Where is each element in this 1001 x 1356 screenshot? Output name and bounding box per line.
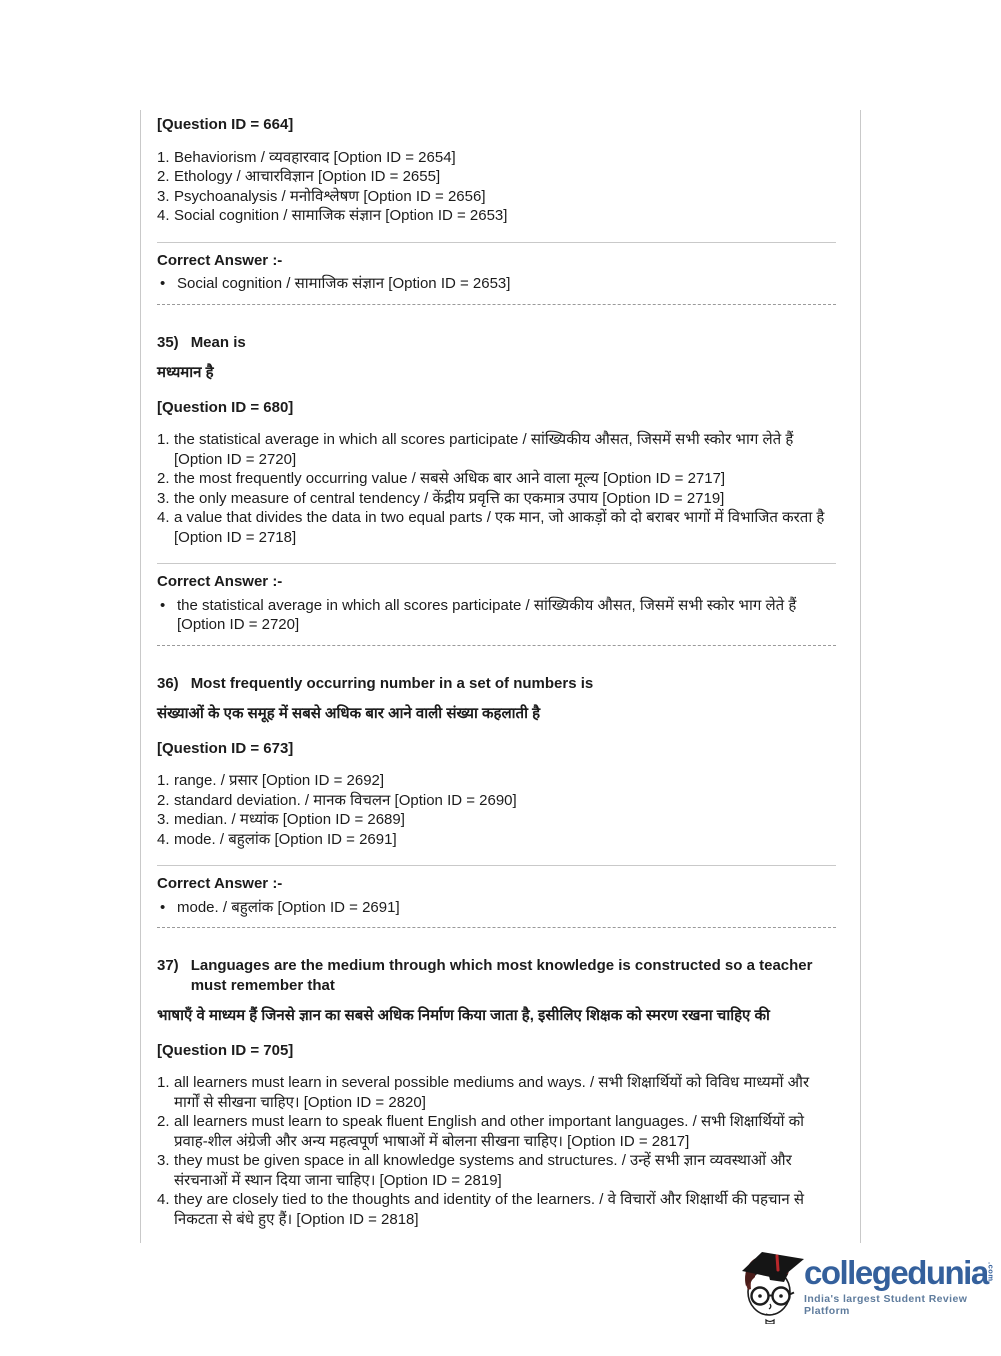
question-number: 37)	[157, 957, 179, 974]
correct-answer-heading: Correct Answer :-	[157, 251, 283, 269]
option-item	[157, 469, 836, 489]
correct-answer-heading: Correct Answer :-	[157, 875, 283, 892]
question-id-label: [Question ID = 705]	[157, 1041, 294, 1059]
options-list	[157, 771, 836, 849]
option-text: Psychoanalysis / मनोविश्लेषण [Option ID = 2656]	[174, 187, 486, 205]
option-number: 2.	[157, 791, 170, 809]
collegedunia-logo	[738, 1246, 996, 1326]
option-number: 2.	[157, 1113, 170, 1130]
question-id-label: [Question ID = 664]	[157, 116, 294, 133]
correct-answer-box	[157, 563, 836, 646]
logo-tagline: India's largest Student Review Platform	[804, 1293, 968, 1317]
correct-answer-text: mode. / बहुलांक [Option ID = 2691]	[177, 898, 400, 916]
options-list	[157, 148, 836, 226]
option-text: all learners must learn to speak fluent English and other important languages. / सभी शिक्षार्थियों को प्रवाह-शील अंग्रेजी और अन्य महत्वपूर्ण भाषाओं में बोलना सीखना चाहिए। [Option ID = 2817]	[174, 1113, 805, 1150]
option-number: 4.	[157, 207, 170, 224]
option-text: Behaviorism / व्यवहारवाद [Option ID = 2654]	[174, 148, 456, 166]
option-number: 1.	[157, 772, 170, 789]
option-item	[157, 489, 836, 509]
option-number: 2.	[157, 168, 170, 185]
option-item	[157, 791, 836, 811]
question-id-label: [Question ID = 673]	[157, 739, 294, 757]
bullet-icon: •	[160, 275, 166, 292]
option-item	[157, 148, 836, 168]
option-item	[157, 771, 836, 791]
option-text: median. / मध्यांक [Option ID = 2689]	[174, 811, 405, 828]
correct-answer-box	[157, 242, 836, 305]
option-text: mode. / बहुलांक [Option ID = 2691]	[174, 830, 397, 848]
option-item	[157, 1190, 836, 1229]
correct-answer-heading: Correct Answer :-	[157, 573, 283, 590]
correct-answer-text: Social cognition / सामाजिक संज्ञान [Option ID = 2653]	[177, 275, 511, 292]
correct-answer-item	[157, 898, 836, 918]
option-number: 1.	[157, 1074, 170, 1091]
question-text-hi: भाषाएँ वे माध्यम हैं जिनसे ज्ञान का सबसे अधिक निर्माण किया जाता है, इसीलिए शिक्षक को स्मरण रखना चाहिए की	[157, 1007, 770, 1024]
option-item	[157, 167, 836, 187]
question-block	[157, 115, 836, 305]
question-paper-content	[140, 110, 861, 1243]
option-text: Social cognition / सामाजिक संज्ञान [Option ID = 2653]	[174, 207, 508, 224]
bullet-icon: •	[160, 898, 166, 916]
question-text-en: Mean is	[190, 333, 246, 351]
question-number: 35)	[157, 333, 179, 351]
option-text: standard deviation. / मानक विचलन [Option ID = 2690]	[174, 791, 517, 809]
options-list	[157, 430, 836, 547]
option-number: 3.	[157, 1152, 170, 1169]
logo-text	[804, 1246, 995, 1317]
option-text: the only measure of central tendency / केंद्रीय प्रवृत्ति का एकमात्र उपाय [Option ID = 2719]	[174, 489, 725, 507]
option-text: a value that divides the data in two equal parts / एक मान, जो आकड़ों को दो बराबर भागों में विभाजित करता है [Option ID = 2718]	[174, 509, 825, 546]
question-block	[157, 674, 836, 929]
option-number: 3.	[157, 811, 170, 828]
question-text-en: Languages are the medium through which most knowledge is constructed so a teacher must remember that	[190, 957, 813, 994]
option-number: 3.	[157, 489, 170, 507]
option-text: Ethology / आचारविज्ञान [Option ID = 2655]	[174, 168, 441, 185]
option-item	[157, 1073, 836, 1112]
option-number: 4.	[157, 830, 170, 848]
bullet-icon: •	[160, 596, 166, 614]
question-heading	[157, 333, 836, 353]
question-block	[157, 956, 836, 1229]
correct-answer-item	[157, 596, 836, 635]
correct-answer-text: the statistical average in which all scores participate / सांख्यिकीय औसत, जिसमें सभी स्कोर भाग लेते हैं [Option ID = 2720]	[177, 596, 797, 633]
option-item	[157, 187, 836, 207]
question-id-label: [Question ID = 680]	[157, 398, 294, 416]
option-item	[157, 1151, 836, 1190]
option-item	[157, 206, 836, 226]
question-text-hi: मध्यमान है	[157, 364, 214, 381]
question-heading	[157, 674, 836, 694]
option-number: 4.	[157, 1191, 170, 1208]
question-heading	[157, 956, 836, 995]
option-text: range. / प्रसार [Option ID = 2692]	[174, 772, 385, 789]
logo-wordmark: collegedunia	[804, 1254, 988, 1291]
option-number: 3.	[157, 187, 170, 205]
option-text: they must be given space in all knowledge systems and structures. / उन्हें सभी ज्ञान व्यवस्थाओं और संरचनाओं में स्थान दिया जाना चाहिए। [Option ID = 2819]	[174, 1152, 792, 1189]
correct-answer-item	[157, 274, 836, 294]
question-text-hi: संख्याओं के एक समूह में सबसे अधिक बार आने वाली संख्या कहलाती है	[157, 705, 541, 722]
options-list	[157, 1073, 836, 1229]
option-number: 2.	[157, 470, 170, 487]
option-item	[157, 830, 836, 850]
option-text: they are closely tied to the thoughts and identity of the learners. / वे विचारों और शिक्षार्थी की पहचान से निकटता से बंधे हुए हैं। [Option ID = 2818]	[174, 1191, 805, 1228]
option-number: 4.	[157, 509, 170, 526]
option-item	[157, 1112, 836, 1151]
option-text: the most frequently occurring value / सबसे अधिक बार आने वाला मूल्य [Option ID = 2717]	[174, 470, 726, 487]
option-item	[157, 430, 836, 469]
question-block	[157, 333, 836, 646]
option-number: 1.	[157, 148, 170, 166]
option-text: all learners must learn in several possible mediums and ways. / सभी शिक्षार्थियों को विविध माध्यमों और मार्गों से सीखना चाहिए। [Option ID = 2820]	[174, 1074, 810, 1111]
collegedunia-mascot-icon	[738, 1246, 806, 1324]
option-item	[157, 810, 836, 830]
question-number: 36)	[157, 674, 179, 692]
logo-tld: .com	[986, 1262, 996, 1282]
question-text-en: Most frequently occurring number in a set of numbers is	[190, 674, 594, 692]
option-text: the statistical average in which all scores participate / सांख्यिकीय औसत, जिसमें सभी स्कोर भाग लेते हैं [Option ID = 2720]	[174, 431, 794, 468]
option-item	[157, 508, 836, 547]
option-number: 1.	[157, 431, 170, 448]
correct-answer-box	[157, 865, 836, 928]
